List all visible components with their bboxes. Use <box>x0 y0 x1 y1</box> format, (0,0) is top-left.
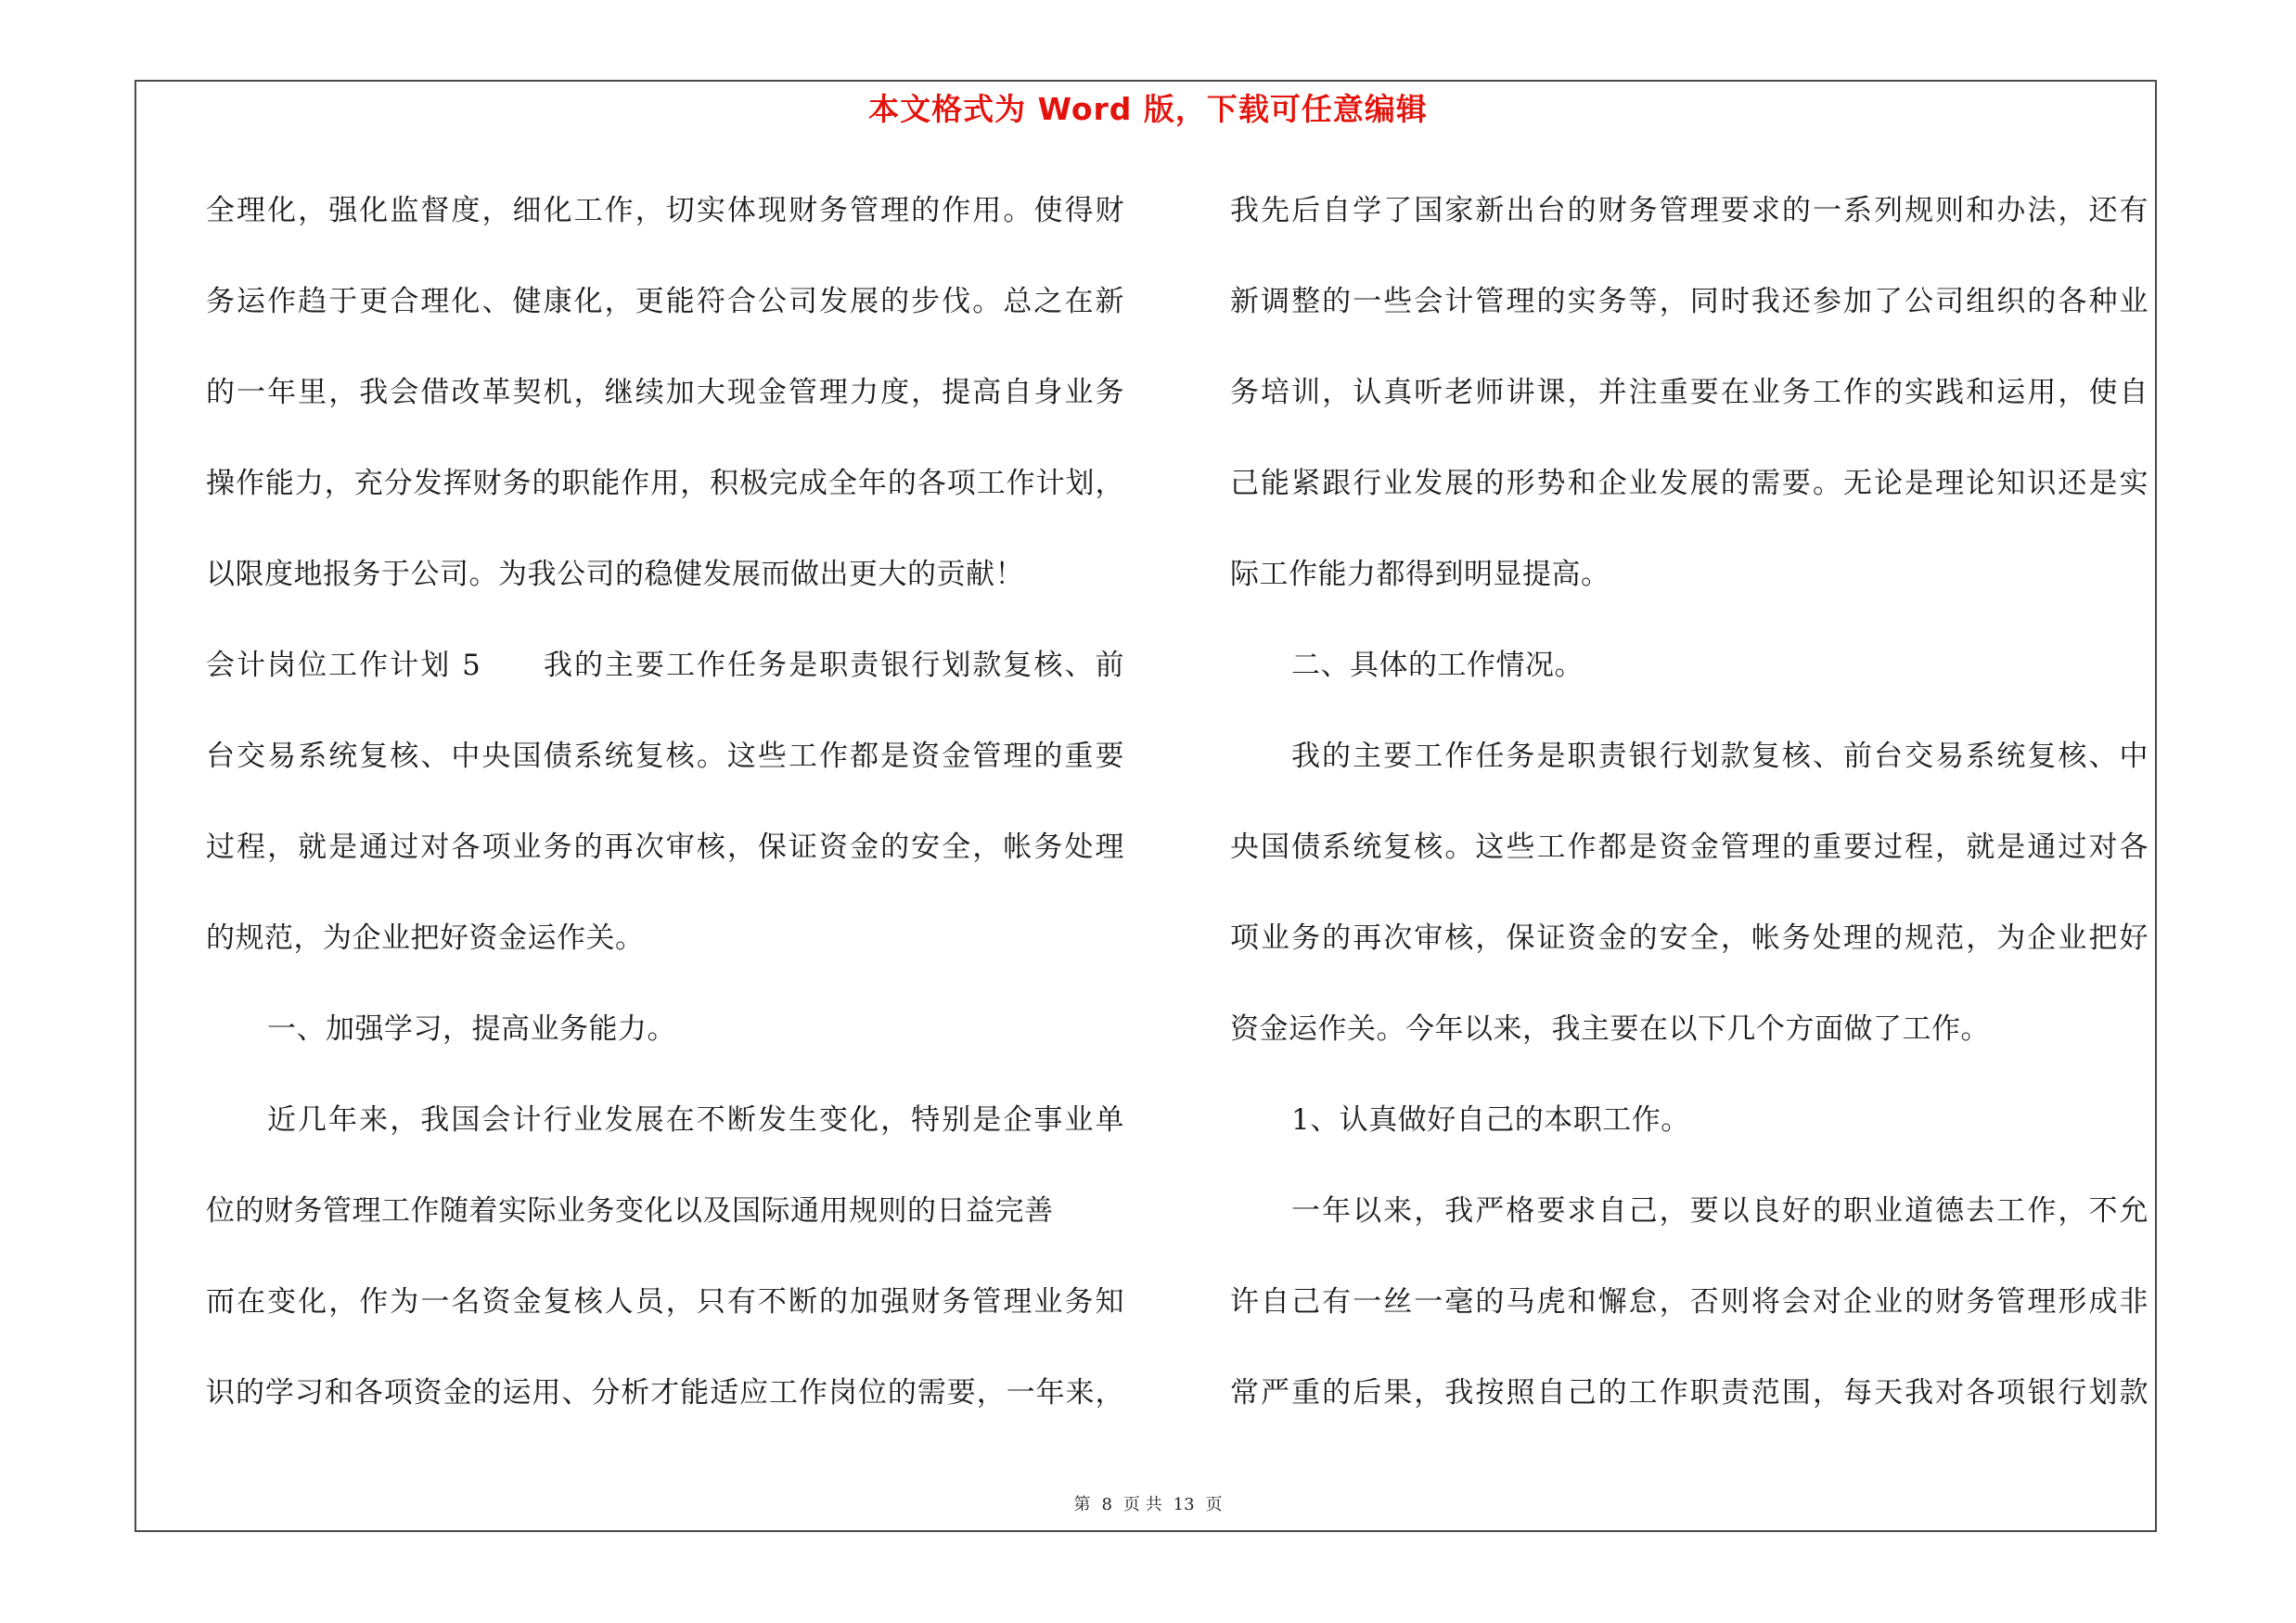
text-line: 以限度地报务于公司。为我公司的稳健发展而做出更大的贡献！ <box>206 558 1024 591</box>
text-line: 二、具体的工作情况。 <box>1291 649 1584 682</box>
footer-current-page: 8 <box>1101 1495 1112 1514</box>
text-line: 一、加强学习，提高业务能力。 <box>267 1012 676 1046</box>
text-line: 务运作趋于更合理化、健康化，更能符合公司发展的步伐。总之在新 <box>206 285 1124 318</box>
text-line: 台交易系统复核、中央国债系统复核。这些工作都是资金管理的重要 <box>206 740 1124 773</box>
text-line: 操作能力，充分发挥财务的职能作用，积极完成全年的各项工作计划， <box>206 467 1124 500</box>
footer-middle: 页 共 <box>1122 1495 1162 1514</box>
footer-total-pages: 13 <box>1173 1495 1195 1514</box>
text-line: 务培训，认真听老师讲课，并注重要在业务工作的实践和运用，使自 <box>1230 376 2148 409</box>
text-line: 的一年里，我会借改革契机，继续加大现金管理力度，提高自身业务 <box>206 376 1124 409</box>
text-line: 我先后自学了国家新出台的财务管理要求的一系列规则和办法，还有 <box>1230 194 2148 227</box>
footer-suffix: 页 <box>1205 1495 1223 1514</box>
text-line: 的规范，为企业把好资金运作关。 <box>206 921 645 955</box>
text-line: 许自己有一丝一毫的马虎和懈怠，否则将会对企业的财务管理形成非 <box>1230 1285 2148 1319</box>
text-line: 会计岗位工作计划 5 我的主要工作任务是职责银行划款复核、前 <box>206 649 1124 682</box>
text-line: 近几年来，我国会计行业发展在不断发生变化，特别是企事业单 <box>267 1103 1124 1137</box>
text-line: 一年以来，我严格要求自己，要以良好的职业道德去工作，不允 <box>1291 1194 2148 1228</box>
text-line: 央国债系统复核。这些工作都是资金管理的重要过程，就是通过对各 <box>1230 831 2148 864</box>
right-text-column <box>1230 190 2148 1463</box>
format-banner: 本文格式为 Word 版，下载可任意编辑 <box>868 91 1428 127</box>
text-line: 我的主要工作任务是职责银行划款复核、前台交易系统复核、中 <box>1291 740 2148 773</box>
text-line: 识的学习和各项资金的运用、分析才能适应工作岗位的需要，一年来， <box>206 1376 1124 1410</box>
text-line: 资金运作关。今年以来，我主要在以下几个方面做了工作。 <box>1230 1012 1990 1046</box>
text-line: 际工作能力都得到明显提高。 <box>1230 558 1610 591</box>
text-line: 己能紧跟行业发展的形势和企业发展的需要。无论是理论知识还是实 <box>1230 467 2148 500</box>
text-line: 新调整的一些会计管理的实务等，同时我还参加了公司组织的各种业 <box>1230 285 2148 318</box>
text-line: 项业务的再次审核，保证资金的安全，帐务处理的规范，为企业把好 <box>1230 921 2148 955</box>
text-line: 常严重的后果，我按照自己的工作职责范围，每天我对各项银行划款 <box>1230 1376 2148 1410</box>
text-line: 全理化，强化监督度，细化工作，切实体现财务管理的作用。使得财 <box>206 194 1124 227</box>
footer-prefix: 第 <box>1073 1495 1091 1514</box>
text-line: 而在变化，作为一名资金复核人员，只有不断的加强财务管理业务知 <box>206 1285 1124 1319</box>
text-line: 1、认真做好自己的本职工作。 <box>1291 1103 1690 1137</box>
text-line: 位的财务管理工作随着实际业务变化以及国际通用规则的日益完善 <box>206 1194 1054 1228</box>
left-text-column <box>206 190 1124 1463</box>
text-line: 过程，就是通过对各项业务的再次审核，保证资金的安全，帐务处理 <box>206 831 1124 864</box>
page-number-footer <box>0 1494 2296 1516</box>
